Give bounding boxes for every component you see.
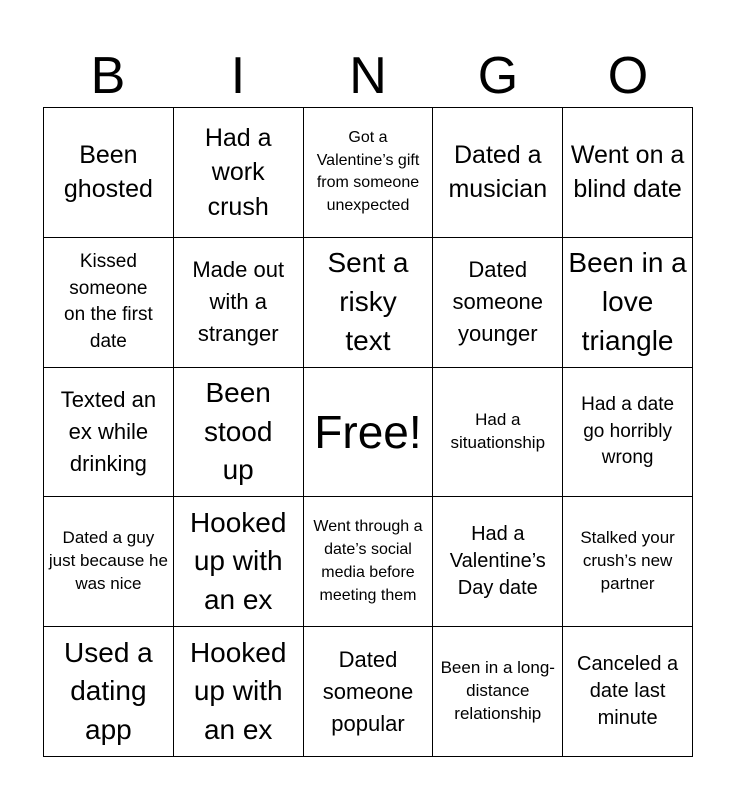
header-letter-n: N [349, 47, 387, 105]
cell-text: Used a dating app [64, 636, 153, 745]
bingo-cell[interactable] [174, 497, 304, 627]
cell-text: Dated someone younger [452, 257, 544, 347]
cell-text: Been stood up [203, 377, 273, 486]
cell-text: Stalked your crush’s new partner [580, 528, 675, 594]
bingo-cell[interactable] [44, 108, 174, 238]
free-space-text: Free! [314, 405, 422, 458]
cell-text: Went through a date’s social media before meeting them [313, 518, 423, 604]
header-letter-i: I [230, 47, 246, 105]
cell-text: Went on a blind date [570, 140, 685, 204]
header-letter-o: O [607, 47, 649, 105]
bingo-cell[interactable] [44, 368, 174, 498]
bingo-cell[interactable] [433, 108, 563, 238]
bingo-cell[interactable] [304, 627, 434, 757]
bingo-cell[interactable] [563, 108, 693, 238]
free-space[interactable] [304, 368, 434, 498]
cell-text: Dated a guy just because he was nice [48, 528, 168, 594]
cell-text: Hooked up with an ex [189, 506, 287, 616]
cell-text: Kissed someone on the first date [64, 251, 153, 352]
cell-text: Had a situationship [450, 410, 546, 452]
bingo-cell[interactable] [433, 368, 563, 498]
cell-text: Hooked up with an ex [189, 636, 287, 745]
cell-text: Texted an ex while drinking [60, 387, 157, 476]
bingo-cell[interactable] [44, 497, 174, 627]
header-letter-g: G [477, 47, 519, 105]
bingo-cell[interactable] [174, 368, 304, 498]
cell-text: Canceled a date last minute [577, 653, 679, 730]
bingo-cell[interactable] [174, 108, 304, 238]
bingo-cell[interactable] [563, 238, 693, 368]
bingo-cell[interactable] [304, 108, 434, 238]
cell-text: Dated someone popular [322, 646, 414, 736]
cell-text: Been in a love triangle [568, 247, 687, 356]
cell-text: Had a date go horribly wrong [581, 394, 675, 469]
cell-text: Been ghosted [63, 140, 153, 204]
bingo-cell[interactable] [174, 627, 304, 757]
cell-text: Been in a long-distance relationship [440, 658, 555, 724]
bingo-cell[interactable] [563, 497, 693, 627]
bingo-cell[interactable] [174, 238, 304, 368]
cell-text: Had a work crush [204, 123, 272, 221]
bingo-cell[interactable] [304, 238, 434, 368]
cell-text: Got a Valentine’s gift from someone unexpected [316, 128, 420, 215]
bingo-cell[interactable] [563, 368, 693, 498]
cell-text: Sent a risky text [327, 247, 409, 356]
bingo-cell[interactable] [304, 497, 434, 627]
cell-text: Had a Valentine’s Day date [449, 523, 546, 600]
header-letter-b: B [90, 47, 126, 105]
bingo-cell[interactable] [433, 497, 563, 627]
bingo-board [43, 107, 693, 757]
bingo-cell[interactable] [433, 238, 563, 368]
bingo-cell[interactable] [44, 627, 174, 757]
bingo-header [43, 44, 693, 108]
cell-text: Made out with a stranger [192, 257, 285, 347]
cell-text: Dated a musician [448, 140, 548, 204]
bingo-cell[interactable] [563, 627, 693, 757]
bingo-cell[interactable] [44, 238, 174, 368]
bingo-cell[interactable] [433, 627, 563, 757]
